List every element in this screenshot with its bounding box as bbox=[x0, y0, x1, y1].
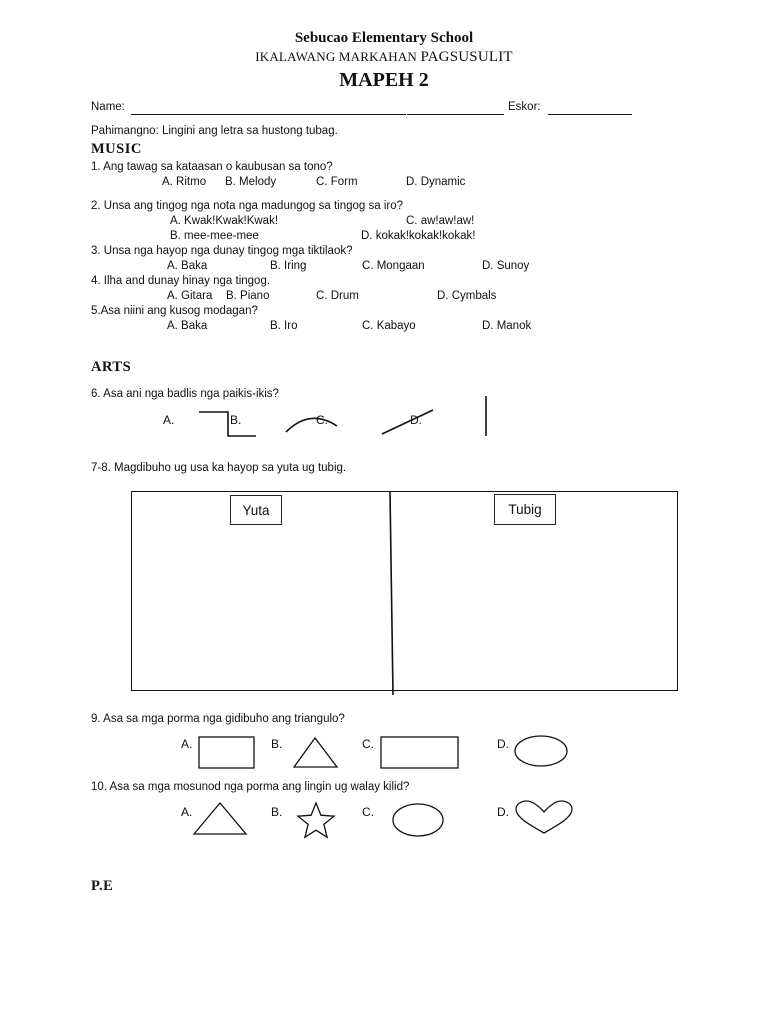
exam-title bbox=[0, 49, 768, 66]
arts-heading: ARTS bbox=[91, 359, 132, 375]
pe-heading: P.E bbox=[91, 878, 114, 894]
question-2: 2. Unsa ang tingog nga nota nga madungog sa tingog sa iro? bbox=[91, 200, 404, 212]
instruction-text: Pahimangno: Lingini ang letra sa hustong tubag. bbox=[91, 125, 338, 137]
music-heading: MUSIC bbox=[91, 141, 142, 157]
q10-option-a[interactable]: A. bbox=[181, 805, 193, 819]
question-7-8: 7-8. Magdibuho ug usa ka hayop sa yuta ug tubig. bbox=[91, 462, 347, 474]
question-3: 3. Unsa nga hayop nga dunay tingog mga tiktilaok? bbox=[91, 245, 353, 257]
triangle-shape bbox=[294, 738, 337, 767]
q9-option-b[interactable]: B. bbox=[271, 737, 283, 751]
q1-option-b[interactable]: B. Melody bbox=[225, 176, 277, 188]
q9-option-a[interactable]: A. bbox=[181, 737, 193, 751]
q6-option-b[interactable]: B. bbox=[230, 413, 242, 427]
slanted-line bbox=[382, 410, 433, 434]
question-9: 9. Asa sa mga porma nga gidibuho ang triangulo? bbox=[91, 713, 345, 725]
question-6: 6. Asa ani nga badlis nga paikis-ikis? bbox=[91, 388, 279, 400]
heart-shape bbox=[516, 801, 572, 833]
q5-option-b[interactable]: B. Iro bbox=[270, 320, 298, 332]
school-name: Sebucao Elementary School bbox=[294, 30, 474, 46]
q4-option-c[interactable]: C. Drum bbox=[316, 290, 359, 302]
q4-option-a[interactable]: A. Gitara bbox=[167, 290, 213, 302]
exam-title-part1: IKALAWANG MARKAHAN bbox=[255, 49, 421, 64]
circle-shape bbox=[393, 804, 443, 836]
q6-option-d[interactable]: D. bbox=[410, 413, 422, 427]
question-10: 10. Asa sa mga mosunod nga porma ang lingin ug walay kilid? bbox=[91, 781, 410, 793]
q4-option-b[interactable]: B. Piano bbox=[226, 290, 270, 302]
q5-option-d[interactable]: D. Manok bbox=[482, 320, 532, 332]
rectangle-shape bbox=[381, 737, 458, 768]
q10-option-d[interactable]: D. bbox=[497, 805, 509, 819]
oval-shape bbox=[515, 736, 567, 766]
q2-option-c[interactable]: C. aw!aw!aw! bbox=[406, 215, 475, 227]
q4-option-d[interactable]: D. Cymbals bbox=[437, 290, 497, 302]
name-line-2[interactable] bbox=[407, 114, 504, 115]
q3-option-c[interactable]: C. Mongaan bbox=[362, 260, 425, 272]
score-line[interactable] bbox=[548, 114, 632, 115]
q6-option-a[interactable]: A. bbox=[163, 413, 175, 427]
q10-option-b[interactable]: B. bbox=[271, 805, 283, 819]
q5-option-a[interactable]: A. Baka bbox=[167, 320, 208, 332]
q9-option-c[interactable]: C. bbox=[362, 737, 374, 751]
name-label: Name: bbox=[91, 101, 125, 113]
q9-option-d[interactable]: D. bbox=[497, 737, 509, 751]
q2-option-b[interactable]: B. mee-mee-mee bbox=[170, 230, 259, 242]
curved-line bbox=[286, 418, 337, 432]
q3-option-b[interactable]: B. Iring bbox=[270, 260, 307, 272]
box-label-yuta: Yuta bbox=[230, 495, 282, 525]
drawing-divider bbox=[0, 490, 768, 710]
q6-line-drawings bbox=[0, 390, 768, 450]
q6-option-c[interactable]: C. bbox=[316, 413, 328, 427]
name-line[interactable] bbox=[131, 114, 406, 115]
square-shape bbox=[199, 737, 254, 768]
stepped-line bbox=[199, 412, 256, 436]
q2-option-a[interactable]: A. Kwak!Kwak!Kwak! bbox=[170, 215, 279, 227]
exam-title-part2: PAGSUSULIT bbox=[420, 49, 513, 65]
question-1: 1. Ang tawag sa kataasan o kaubusan sa tono? bbox=[91, 161, 333, 173]
subject-title: MAPEH 2 bbox=[339, 69, 429, 91]
q10-shapes bbox=[0, 798, 768, 848]
q1-option-a[interactable]: A. Ritmo bbox=[162, 176, 207, 188]
q3-option-d[interactable]: D. Sunoy bbox=[482, 260, 530, 272]
q5-option-c[interactable]: C. Kabayo bbox=[362, 320, 416, 332]
score-label: Eskor: bbox=[508, 101, 541, 113]
q1-option-d[interactable]: D. Dynamic bbox=[406, 176, 466, 188]
box-label-tubig: Tubig bbox=[494, 494, 556, 525]
star-shape bbox=[298, 803, 334, 837]
q3-option-a[interactable]: A. Baka bbox=[167, 260, 208, 272]
triangle-shape bbox=[194, 803, 246, 834]
q1-option-c[interactable]: C. Form bbox=[316, 176, 358, 188]
question-5: 5.Asa niini ang kusog modagan? bbox=[91, 305, 258, 317]
q2-option-d[interactable]: D. kokak!kokak!kokak! bbox=[361, 230, 476, 242]
q9-shapes bbox=[0, 730, 768, 780]
question-4: 4. Ilha and dunay hinay nga tingog. bbox=[91, 275, 271, 287]
q10-option-c[interactable]: C. bbox=[362, 805, 374, 819]
